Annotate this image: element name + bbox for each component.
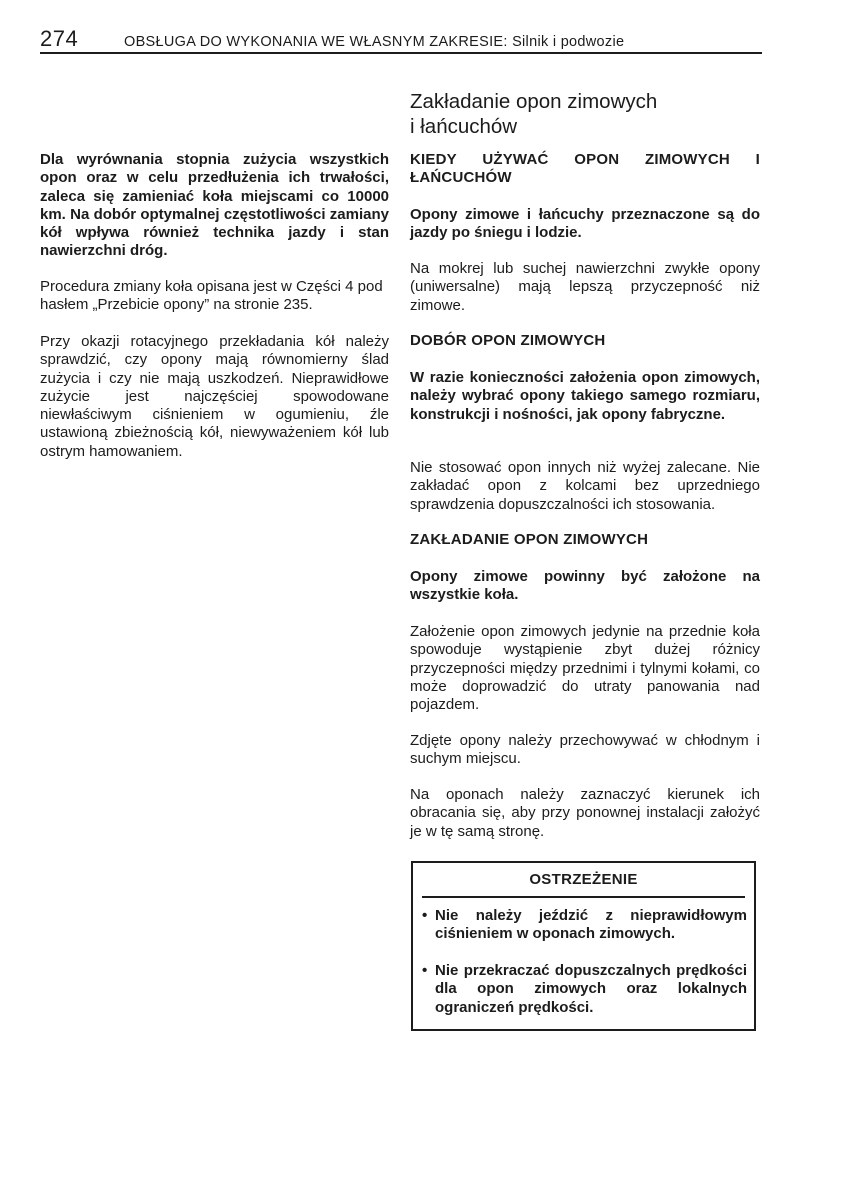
- right-paragraph-1: Opony zimowe i łańcuchy przeznaczone są do jazdy po śniegu i lodzie.: [410, 206, 760, 242]
- right-paragraph-5: Opony zimowe powinny być założone na wszystkie koła.: [410, 568, 760, 604]
- bullet-icon: •: [422, 962, 428, 979]
- right-paragraph-6: Założenie opon zimowych jedynie na przednie koła spowoduje wystąpienie zbyt dużej różnicy przyczepności między przednimi i tylnymi kołami, co może doprowadzić do utraty panowania nad pojazdem.: [410, 623, 760, 714]
- running-title: OBSŁUGA DO WYKONANIA WE WŁASNYM ZAKRESIE: Silnik i podwozie: [124, 34, 625, 50]
- subheading-when-to-use: KIEDY UŻYWAĆ OPON ZIMOWYCH I ŁAŃCUCHÓW: [410, 151, 760, 187]
- page-number: 274: [40, 26, 79, 51]
- header-divider: [40, 52, 762, 54]
- bullet-icon: •: [422, 907, 428, 924]
- warning-box: [411, 861, 756, 1031]
- right-paragraph-8: Na oponach należy zaznaczyć kierunek ich obracania się, aby przy ponownej instalacji założyć je w tę samą stronę.: [410, 786, 760, 840]
- section-title: Zakładanie opon zimowych i łańcuchów: [410, 90, 658, 138]
- right-paragraph-7: Zdjęte opony należy przechowywać w chłodnym i suchym miejscu.: [410, 732, 760, 768]
- page-header: [40, 28, 762, 52]
- subheading-selection: DOBÓR OPON ZIMOWYCH: [410, 332, 606, 349]
- right-paragraph-2: Na mokrej lub suchej nawierzchni zwykłe opony (uniwersalne) mają lepszą przyczepność niż zimowe.: [410, 260, 760, 314]
- right-paragraph-3: W razie konieczności założenia opon zimowych, należy wybrać opony takiego samego rozmiaru, konstrukcji i nośności, jak opony fabryczne.: [410, 369, 760, 423]
- left-paragraph-2: Procedura zmiany koła opisana jest w Części 4 pod hasłem „Przebicie opony” na stronie 235.: [40, 278, 383, 314]
- right-paragraph-4: Nie stosować opon innych niż wyżej zalecane. Nie zakładać opon z kolcami bez uprzedniego sprawdzenia dopuszczalności ich stosowania.: [410, 459, 760, 513]
- subheading-installation: ZAKŁADANIE OPON ZIMOWYCH: [410, 531, 649, 548]
- warning-item-speed: • Nie przekraczać dopuszczalnych prędkości dla opon zimowych oraz lokalnych ograniczeń prędkości.: [422, 962, 747, 1016]
- left-paragraph-3: Przy okazji rotacyjnego przekładania kół należy sprawdzić, czy opony mają równomierny ślad zużycia i czy nie mają uszkodzeń. Nieprawidłowe zużycie jest najczęściej spowodowane niewłaściwym ciśnieniem w ogumieniu, źle ustawioną zbieżnością kół, niewyważeniem kół lub ostrym hamowaniem.: [40, 333, 389, 460]
- warning-item-pressure: • Nie należy jeździć z nieprawidłowym ciśnieniem w oponach zimowych.: [422, 907, 747, 943]
- warning-divider: [422, 896, 745, 898]
- warning-title: OSTRZEŻENIE: [529, 871, 638, 888]
- left-paragraph-1: Dla wyrównania stopnia zużycia wszystkich opon oraz w celu przedłużenia ich trwałości, zaleca się zamieniać koła miejscami co 10000 km. Na dobór optymalnej częstotliwości zamiany kół wpływa również technika jazdy i stan nawierzchni dróg.: [40, 151, 389, 260]
